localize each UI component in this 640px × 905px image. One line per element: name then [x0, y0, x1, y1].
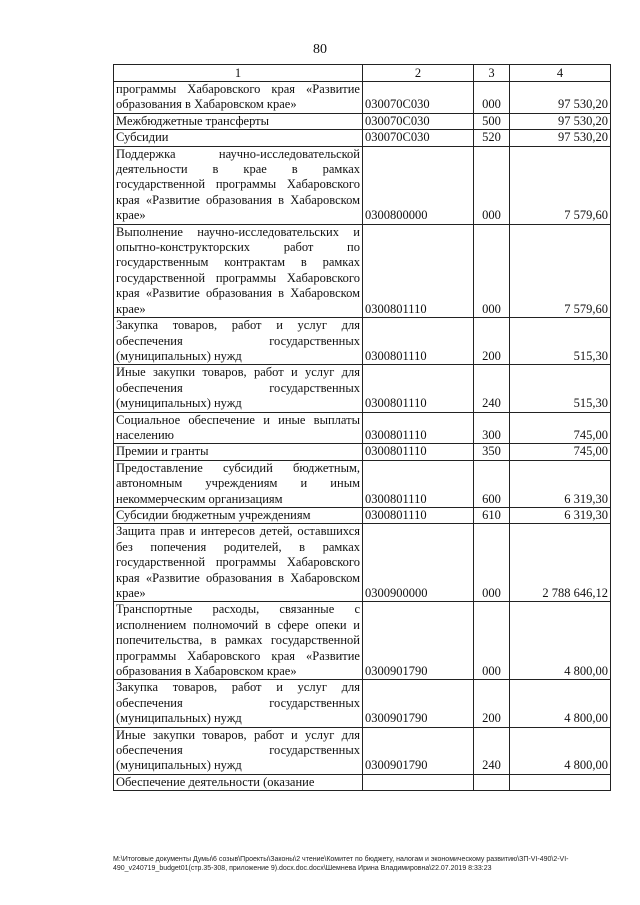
table-row [114, 412, 611, 444]
row-kind-cell: 610 [474, 507, 510, 523]
row-code-cell: 0300801110 [363, 224, 474, 317]
row-amount-cell: 97 530,20 [510, 130, 611, 146]
row-amount-cell: 6 319,30 [510, 507, 611, 523]
page-number: 80 [313, 42, 327, 57]
row-kind-cell: 600 [474, 460, 510, 507]
row-kind-cell [474, 774, 510, 790]
row-name-cell: Предоставление субсидий бюджетным, автономным учреждениям и иным некоммерческим организациям [114, 460, 363, 507]
row-code-cell: 0300901790 [363, 602, 474, 680]
row-code-cell: 0300800000 [363, 146, 474, 224]
row-name-cell: Обеспечение деятельности (оказание [114, 774, 363, 790]
table-row [114, 507, 611, 523]
table-row [114, 113, 611, 129]
row-amount-cell [510, 774, 611, 790]
row-code-cell: 030070С030 [363, 113, 474, 129]
row-amount-cell: 745,00 [510, 412, 611, 444]
row-code-cell: 0300801110 [363, 365, 474, 412]
table-row [114, 524, 611, 602]
row-amount-cell: 4 800,00 [510, 680, 611, 727]
row-code-cell: 0300900000 [363, 524, 474, 602]
row-name-cell: Закупка товаров, работ и услуг для обеспечения государственных (муниципальных) нужд [114, 680, 363, 727]
row-code-cell: 0300801110 [363, 460, 474, 507]
row-amount-cell: 6 319,30 [510, 460, 611, 507]
table-row [114, 365, 611, 412]
row-amount-cell: 515,30 [510, 318, 611, 365]
table-row [114, 224, 611, 317]
row-amount-cell: 745,00 [510, 444, 611, 460]
row-name-cell: Защита прав и интересов детей, оставшихся без попечения родителей, в рамках государственной программы Хабаровского края «Развитие образования в Хабаровском крае» [114, 524, 363, 602]
table-row [114, 318, 611, 365]
table-row [114, 146, 611, 224]
table-row [114, 602, 611, 680]
row-kind-cell: 000 [474, 602, 510, 680]
row-kind-cell: 520 [474, 130, 510, 146]
table-row [114, 727, 611, 774]
row-kind-cell: 240 [474, 365, 510, 412]
row-amount-cell: 97 530,20 [510, 82, 611, 114]
row-code-cell: 030070С030 [363, 130, 474, 146]
row-kind-cell: 000 [474, 82, 510, 114]
row-kind-cell: 000 [474, 224, 510, 317]
row-name-cell: Премии и гранты [114, 444, 363, 460]
row-name-cell: Иные закупки товаров, работ и услуг для обеспечения государственных (муниципальных) нужд [114, 727, 363, 774]
header-col-3: 3 [474, 65, 510, 82]
row-amount-cell: 7 579,60 [510, 146, 611, 224]
row-name-cell: Транспортные расходы, связанные с исполнением полномочий в сфере опеки и попечительства, в рамках государственной программы Хабаровского края «Развитие образования в Хабаровском крае» [114, 602, 363, 680]
row-code-cell [363, 774, 474, 790]
table-row [114, 130, 611, 146]
row-name-cell: Социальное обеспечение и иные выплаты населению [114, 412, 363, 444]
file-path-footer: M:\Итоговые документы Думы\6 созыв\Проекты\Законы\2 чтение\Комитет по бюджету, налогам и экономическому развитию\ЗП-VI-490\2-VI-490_v240719_budget01(стр.35-308, приложение 9).docx.doc.docx\Шемнева Ирина Владимировна\22.07.2019 8:33:23 [113, 856, 569, 872]
row-name-cell: Иные закупки товаров, работ и услуг для обеспечения государственных (муниципальных) нужд [114, 365, 363, 412]
row-amount-cell: 2 788 646,12 [510, 524, 611, 602]
row-code-cell: 030070С030 [363, 82, 474, 114]
row-kind-cell: 350 [474, 444, 510, 460]
row-kind-cell: 500 [474, 113, 510, 129]
row-kind-cell: 240 [474, 727, 510, 774]
row-amount-cell: 97 530,20 [510, 113, 611, 129]
row-code-cell: 0300801110 [363, 412, 474, 444]
header-col-4: 4 [510, 65, 611, 82]
row-kind-cell: 000 [474, 524, 510, 602]
table-row [114, 82, 611, 114]
row-name-cell: Межбюджетные трансферты [114, 113, 363, 129]
row-code-cell: 0300901790 [363, 680, 474, 727]
row-name-cell: Субсидии бюджетным учреждениям [114, 507, 363, 523]
row-code-cell: 0300901790 [363, 727, 474, 774]
row-amount-cell: 515,30 [510, 365, 611, 412]
row-kind-cell: 200 [474, 680, 510, 727]
row-kind-cell: 200 [474, 318, 510, 365]
row-name-cell: Закупка товаров, работ и услуг для обеспечения государственных (муниципальных) нужд [114, 318, 363, 365]
row-name-cell: Поддержка научно-исследовательской деятельности в крае в рамках государственной программы Хабаровского края «Развитие образования в Хабаровском крае» [114, 146, 363, 224]
header-col-2: 2 [363, 65, 474, 82]
budget-table [113, 64, 611, 791]
table-row [114, 680, 611, 727]
header-col-1: 1 [114, 65, 363, 82]
row-amount-cell: 4 800,00 [510, 727, 611, 774]
table-row [114, 460, 611, 507]
row-name-cell: Выполнение научно-исследовательских и опытно-конструкторских работ по государственным контрактам в рамках государственной программы Хабаровского края «Развитие образования в Хабаровском крае» [114, 224, 363, 317]
row-kind-cell: 300 [474, 412, 510, 444]
row-name-cell: программы Хабаровского края «Развитие образования в Хабаровском крае» [114, 82, 363, 114]
table-row [114, 774, 611, 790]
row-code-cell: 0300801110 [363, 318, 474, 365]
row-kind-cell: 000 [474, 146, 510, 224]
row-amount-cell: 7 579,60 [510, 224, 611, 317]
table-row [114, 444, 611, 460]
row-code-cell: 0300801110 [363, 507, 474, 523]
row-code-cell: 0300801110 [363, 444, 474, 460]
table-header-row [114, 65, 611, 82]
row-name-cell: Субсидии [114, 130, 363, 146]
row-amount-cell: 4 800,00 [510, 602, 611, 680]
